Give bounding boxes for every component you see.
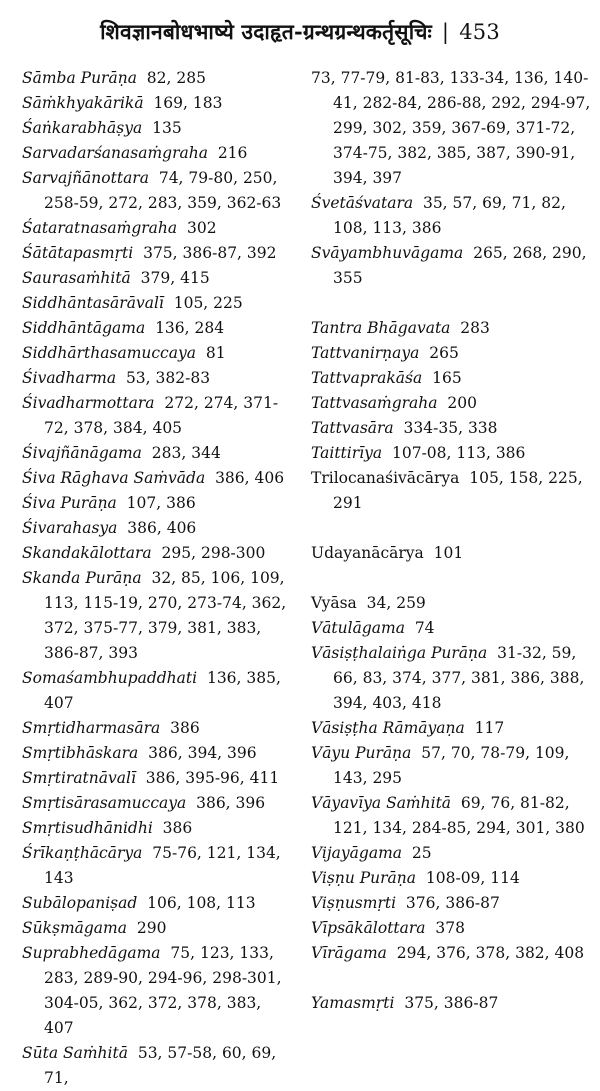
index-entry — [22, 566, 292, 666]
entry-page-refs: 265 — [429, 344, 459, 362]
index-entry — [22, 716, 292, 741]
entry-term: Tattvaprakāśa — [311, 369, 423, 387]
entry-term: Śivadharmottara — [22, 394, 155, 412]
index-entry — [311, 616, 591, 641]
entry-page-refs: 136, 385, 407 — [44, 669, 281, 712]
index-entry — [311, 941, 591, 966]
entry-page-refs: 25 — [411, 844, 432, 862]
entry-term: Vātulāgama — [311, 619, 405, 637]
entry-term: Siddhāntāgama — [22, 319, 146, 337]
index-entry — [311, 741, 591, 791]
entry-page-refs: 200 — [447, 394, 477, 412]
index-entry — [311, 241, 591, 291]
entry-page-refs: 165 — [432, 369, 462, 387]
entry-page-refs: 108-09, 114 — [425, 869, 520, 887]
entry-term: Suprabhedāgama — [22, 944, 161, 962]
index-entry — [22, 941, 292, 1041]
entry-term: Viṣṇusmṛti — [311, 894, 397, 912]
entry-page-refs: 375, 386-87 — [404, 994, 499, 1012]
index-entry — [22, 166, 292, 216]
entry-page-refs: 53, 382-83 — [125, 369, 211, 387]
index-entry — [22, 391, 292, 441]
page-title: शिवज्ञानबोधभाष्ये उदाहृत-ग्रन्थग्रन्थकर्तृसूचिः — [100, 19, 432, 44]
entry-term: Śātātapasmṛti — [22, 244, 134, 262]
entry-page-refs: 376, 386-87 — [405, 894, 500, 912]
entry-term: Vāsiṣṭhalaiṅga Purāṇa — [311, 644, 488, 662]
index-entry — [22, 241, 292, 266]
entry-term: Sūta Saṁhitā — [22, 1044, 128, 1062]
entry-page-refs: 272, 274, 371-72, 378, 384, 405 — [44, 394, 279, 437]
index-entry — [22, 266, 292, 291]
entry-page-refs: 31-32, 59, 66, 83, 374, 377, 381, 386, 388, 394, 403, 418 — [333, 644, 585, 712]
entry-page-refs: 75, 123, 133, 283, 289-90, 294-96, 298-301, 304-05, 362, 372, 378, 383, 407 — [44, 944, 282, 1037]
index-entry — [311, 441, 591, 466]
entry-page-refs: 386, 395-96, 411 — [145, 769, 280, 787]
index-entry — [311, 641, 591, 716]
section-gap — [311, 516, 591, 541]
entry-page-refs: 334-35, 338 — [403, 419, 498, 437]
entry-page-refs: 32, 85, 106, 109, 113, 115-19, 270, 273-74, 362, 372, 375-77, 379, 381, 383, 386-87, 393 — [44, 569, 287, 662]
entry-term: Smṛtidharmasāra — [22, 719, 161, 737]
index-entry — [22, 466, 292, 491]
index-entry — [311, 916, 591, 941]
index-entry — [311, 416, 591, 441]
index-entry — [311, 316, 591, 341]
entry-page-refs: 169, 183 — [153, 94, 223, 112]
index-entry — [22, 816, 292, 841]
section-gap — [311, 566, 591, 591]
index-entry — [22, 766, 292, 791]
entry-page-refs: 75-76, 121, 134, 143 — [44, 844, 281, 887]
entry-term: Smṛtiratnāvalī — [22, 769, 136, 787]
entry-page-refs: 386 — [170, 719, 200, 737]
entry-term: Śvetāśvatara — [311, 194, 414, 212]
entry-page-refs: 82, 285 — [146, 69, 206, 87]
entry-page-refs: 34, 259 — [366, 594, 426, 612]
index-entry — [311, 366, 591, 391]
entry-term: Viṣṇu Purāṇa — [311, 869, 417, 887]
entry-page-refs: 216 — [217, 144, 248, 162]
entry-page-refs: 386, 396 — [196, 794, 266, 812]
section-gap — [311, 966, 591, 991]
index-entry — [311, 991, 591, 1016]
entry-term: Vāyavīya Saṁhitā — [311, 794, 452, 812]
index-entry — [311, 466, 591, 516]
entry-term: Smṛtisudhānidhi — [22, 819, 153, 837]
entry-term: Skandakālottara — [22, 544, 152, 562]
index-entry — [22, 66, 292, 91]
page-number: 453 — [459, 20, 500, 44]
index-entry — [22, 741, 292, 766]
entry-term: Saurasaṁhitā — [22, 269, 131, 287]
entry-page-refs: 294, 376, 378, 382, 408 — [396, 944, 585, 962]
index-entry — [311, 791, 591, 841]
entry-page-refs: 378 — [435, 919, 465, 937]
index-entry — [22, 541, 292, 566]
entry-page-refs: 386, 406 — [215, 469, 285, 487]
entry-term: Tattvasāra — [311, 419, 394, 437]
index-entry — [311, 891, 591, 916]
entry-page-refs: 386, 406 — [127, 519, 197, 537]
entry-page-refs: 295, 298-300 — [161, 544, 266, 562]
entry-page-refs: 53, 57-58, 60, 69, 71, — [44, 1044, 277, 1087]
entry-term: Vijayāgama — [311, 844, 403, 862]
index-entry — [22, 141, 292, 166]
index-entry — [311, 191, 591, 241]
entry-page-refs: 386, 394, 396 — [148, 744, 257, 762]
entry-page-refs: 135 — [152, 119, 182, 137]
entry-page-refs: 57, 70, 78-79, 109, 143, 295 — [333, 744, 570, 787]
index-entry — [22, 891, 292, 916]
entry-term: Śivadharma — [22, 369, 117, 387]
entry-page-refs: 302 — [186, 219, 217, 237]
index-entry — [22, 916, 292, 941]
index-entry — [311, 66, 591, 191]
index-entry — [22, 291, 292, 316]
section-gap — [311, 291, 591, 316]
entry-term: Śaṅkarabhāṣya — [22, 119, 143, 137]
entry-term: Tattvasaṁgraha — [311, 394, 438, 412]
index-entry — [22, 441, 292, 466]
index-column-left — [22, 66, 292, 1091]
entry-term: Subālopaniṣad — [22, 894, 138, 912]
index-entry — [311, 866, 591, 891]
entry-term: Tattvanirṇaya — [311, 344, 420, 362]
entry-term: Siddhāntasārāvalī — [22, 294, 164, 312]
entry-page-refs: 386 — [162, 819, 193, 837]
entry-term: Śiva Purāṇa — [22, 494, 117, 512]
index-entry — [311, 391, 591, 416]
entry-page-refs: 283, 344 — [151, 444, 221, 462]
entry-page-refs: 375, 386-87, 392 — [143, 244, 277, 262]
entry-term: Taittirīya — [311, 444, 383, 462]
index-entry — [22, 841, 292, 891]
index-entry — [22, 1041, 292, 1091]
entry-term: Udayanācārya — [311, 544, 424, 562]
index-entry — [22, 791, 292, 816]
index-entry — [311, 341, 591, 366]
entry-term: Siddhārthasamuccaya — [22, 344, 196, 362]
index-entry — [22, 666, 292, 716]
header-separator: | — [441, 20, 450, 44]
entry-term: Somaśambhupaddhati — [22, 669, 198, 687]
entry-page-refs: 81 — [205, 344, 226, 362]
entry-page-refs: 105, 158, 225, 291 — [333, 469, 583, 512]
entry-term: Vāyu Purāṇa — [311, 744, 412, 762]
entry-term: Smṛtisārasamuccaya — [22, 794, 187, 812]
entry-term: Smṛtibhāskara — [22, 744, 139, 762]
entry-page-refs: 101 — [433, 544, 464, 562]
entry-page-refs: 107, 386 — [126, 494, 196, 512]
entry-term: Śrīkaṇṭhācārya — [22, 844, 143, 862]
entry-page-refs: 136, 284 — [155, 319, 225, 337]
entry-term: Vīpsākālottara — [311, 919, 426, 937]
entry-page-refs: 35, 57, 69, 71, 82, 108, 113, 386 — [333, 194, 566, 237]
entry-term: Śivarahasya — [22, 519, 118, 537]
index-entry — [22, 516, 292, 541]
entry-page-refs: 117 — [474, 719, 505, 737]
index-entry — [22, 91, 292, 116]
entry-term: Vāsiṣṭha Rāmāyaṇa — [311, 719, 465, 737]
index-entry — [22, 316, 292, 341]
entry-term: Sāmba Purāṇa — [22, 69, 137, 87]
entry-term: Sāṁkhyakārikā — [22, 94, 144, 112]
index-entry — [22, 491, 292, 516]
entry-term: Sūkṣmāgama — [22, 919, 127, 937]
entry-page-refs: 74, 79-80, 250, 258-59, 272, 283, 359, 362-63 — [44, 169, 282, 212]
index-entry — [311, 591, 591, 616]
index-entry — [22, 341, 292, 366]
entry-page-refs: 73, 77-79, 81-83, 133-34, 136, 140-41, 282-84, 286-88, 292, 294-97, 299, 302, 359, 367-69, 371-72, 374-75, 382, 385, 387, 390-91, 394, 397 — [311, 69, 591, 187]
entry-page-refs: 265, 268, 290, 355 — [333, 244, 587, 287]
entry-page-refs: 290 — [136, 919, 167, 937]
index-entry — [311, 541, 591, 566]
entry-term: Yamasmṛti — [311, 994, 395, 1012]
entry-term: Svāyambhuvāgama — [311, 244, 464, 262]
entry-term: Vīrāgama — [311, 944, 387, 962]
entry-page-refs: 379, 415 — [140, 269, 210, 287]
entry-page-refs: 106, 108, 113 — [147, 894, 256, 912]
index-entry — [22, 216, 292, 241]
entry-term: Śivajñānāgama — [22, 444, 142, 462]
entry-term: Trilocanaśivācārya — [311, 469, 460, 487]
entry-term: Sarvadarśanasaṁgraha — [22, 144, 208, 162]
index-entry — [22, 116, 292, 141]
entry-term: Tantra Bhāgavata — [311, 319, 451, 337]
page-header — [0, 18, 600, 46]
entry-page-refs: 105, 225 — [173, 294, 243, 312]
entry-term: Vyāsa — [311, 594, 357, 612]
index-entry — [22, 366, 292, 391]
entry-page-refs: 107-08, 113, 386 — [391, 444, 526, 462]
entry-term: Skanda Purāṇa — [22, 569, 142, 587]
entry-term: Sarvajñānottara — [22, 169, 149, 187]
index-entry — [311, 841, 591, 866]
entry-term: Śataratnasaṁgraha — [22, 219, 178, 237]
index-entry — [311, 716, 591, 741]
entry-page-refs: 74 — [414, 619, 435, 637]
entry-term: Śiva Rāghava Saṁvāda — [22, 469, 206, 487]
entry-page-refs: 283 — [460, 319, 490, 337]
index-column-right — [311, 66, 591, 1016]
entry-page-refs: 69, 76, 81-82, 121, 134, 284-85, 294, 301, 380 — [333, 794, 585, 837]
